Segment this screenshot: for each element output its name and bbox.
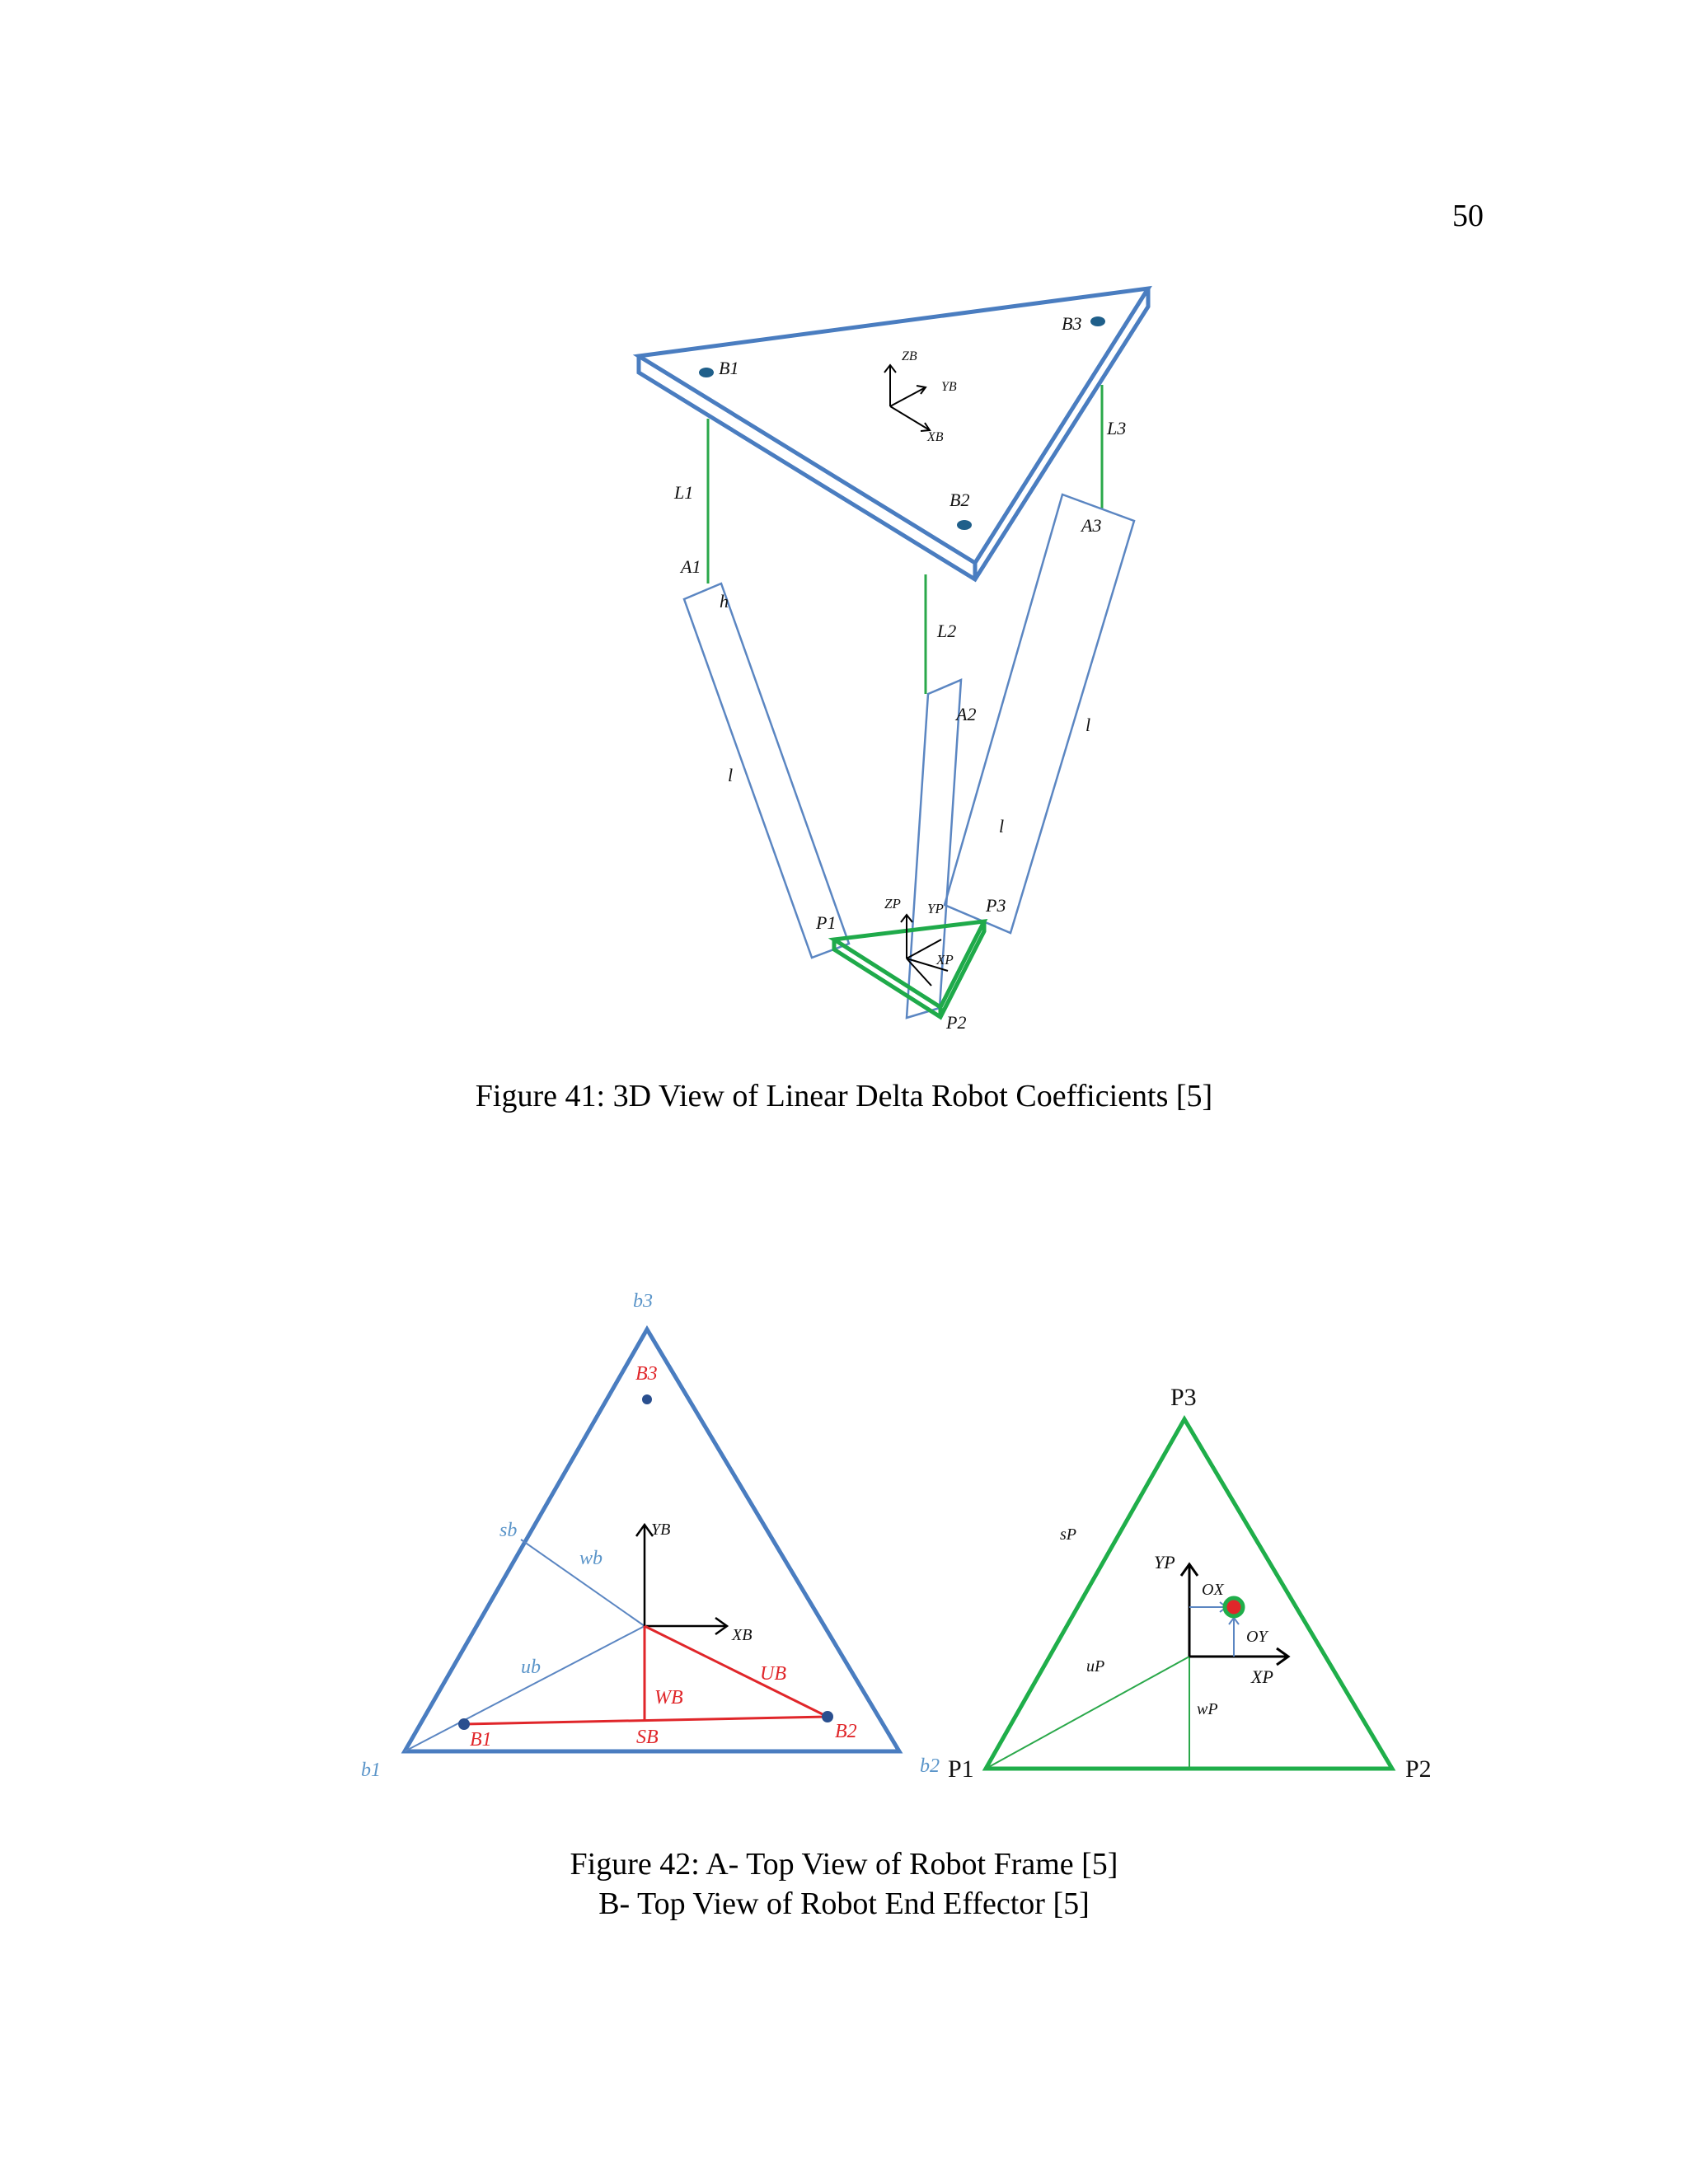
figure-41-caption: Figure 41: 3D View of Linear Delta Robot Coefficients [5] (475, 1079, 1213, 1113)
label-P3: P3 (986, 895, 1006, 916)
label-frame-B1: B1 (470, 1729, 492, 1750)
label-L1: L1 (674, 482, 694, 503)
label-A1: A1 (681, 556, 701, 577)
label-sP: sP (1060, 1526, 1076, 1544)
label-l-arm1: l (728, 765, 734, 785)
frame-B1-dot (458, 1718, 470, 1730)
frame-triangle (405, 1329, 899, 1751)
label-P2: P2 (1405, 1755, 1432, 1783)
label-l-arm3: l (1085, 715, 1091, 735)
label-B2: B2 (950, 490, 970, 510)
label-effector-XP: XP (1251, 1666, 1273, 1687)
offset-point (1225, 1598, 1243, 1616)
frame-axes (636, 1525, 727, 1634)
label-frame-B2: B2 (835, 1721, 857, 1742)
label-OY: OY (1246, 1628, 1268, 1646)
label-L3: L3 (1107, 418, 1127, 438)
label-uP: uP (1086, 1657, 1105, 1675)
label-b3: b3 (633, 1291, 653, 1312)
label-P1: P1 (816, 912, 837, 933)
label-frame-B3: B3 (635, 1363, 658, 1385)
label-UB: UB (760, 1663, 786, 1685)
label-YP: YP (927, 901, 944, 916)
label-P1: P1 (948, 1755, 974, 1783)
label-frame-YB: YB (651, 1521, 671, 1539)
label-ZB: ZB (902, 349, 917, 363)
figure-42-caption (0, 1844, 1688, 1924)
label-sb: sb (499, 1520, 518, 1541)
label-effector-YP: YP (1154, 1552, 1175, 1572)
label-P3: P3 (1170, 1384, 1197, 1411)
label-B1: B1 (719, 358, 739, 378)
label-h: h (720, 591, 729, 612)
label-b1: b1 (361, 1760, 381, 1781)
label-wb: wb (579, 1548, 603, 1569)
frame-B3-dot (642, 1394, 652, 1404)
label-l-arm2: l (999, 816, 1005, 837)
label-B3: B3 (1062, 313, 1082, 334)
figure-42-caption-line1: Figure 42: A- Top View of Robot Frame [5] (570, 1847, 1118, 1882)
label-ZP: ZP (884, 896, 901, 912)
label-ub: ub (521, 1657, 541, 1678)
label-A2: A2 (956, 704, 977, 724)
label-A3: A3 (1081, 515, 1102, 536)
frame-construction-lines (405, 1540, 645, 1751)
label-OX: OX (1202, 1581, 1224, 1599)
figure-42-caption-line2: B- Top View of Robot End Effector [5] (598, 1886, 1090, 1921)
label-YB: YB (941, 380, 957, 394)
page-number: 50 (1452, 199, 1484, 233)
label-WB: WB (654, 1687, 683, 1708)
label-P2: P2 (946, 1012, 967, 1033)
label-XP: XP (936, 952, 954, 968)
label-XB: XB (927, 430, 944, 444)
label-SB: SB (636, 1727, 659, 1748)
label-frame-XB: XB (732, 1626, 753, 1644)
label-wP: wP (1197, 1700, 1218, 1718)
label-L2: L2 (937, 621, 957, 641)
frame-B2-dot (822, 1711, 833, 1722)
label-b2: b2 (920, 1755, 940, 1777)
